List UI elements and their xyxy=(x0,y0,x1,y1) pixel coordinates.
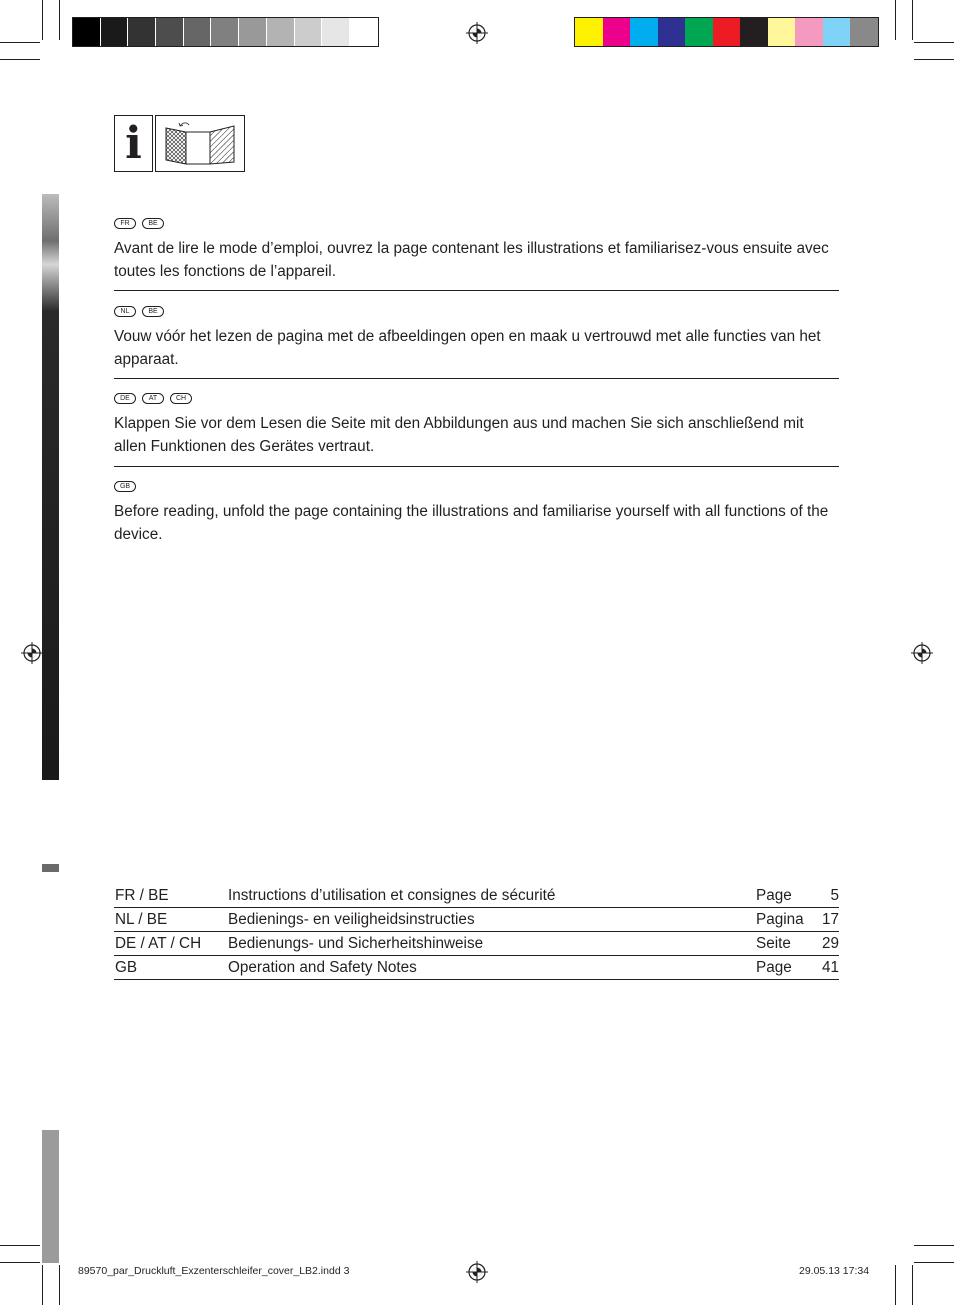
color-swatch xyxy=(850,18,878,46)
toc-language: FR / BE xyxy=(115,887,169,904)
crop-mark xyxy=(914,42,954,43)
instruction-text: Vouw vóór het lezen de pagina met de afbeeldingen open en maak u vertrouwd met alle functies van het apparaat. xyxy=(114,328,821,368)
color-swatch xyxy=(295,18,323,46)
crop-mark xyxy=(914,59,954,60)
language-badge: BE xyxy=(142,306,164,317)
table-of-contents xyxy=(114,884,839,980)
instruction-section-fr-be xyxy=(114,216,839,283)
toc-page-word: Pagina xyxy=(756,911,804,928)
color-swatch xyxy=(239,18,267,46)
color-swatch xyxy=(128,18,156,46)
color-swatch xyxy=(630,18,658,46)
crop-mark xyxy=(42,0,43,40)
crop-mark xyxy=(59,0,60,40)
language-badge: AT xyxy=(142,393,164,404)
fold-out-illustration xyxy=(156,116,244,171)
color-swatch xyxy=(350,18,378,46)
color-swatch xyxy=(322,18,350,46)
toc-row xyxy=(114,908,839,932)
toc-page-word: Seite xyxy=(756,935,791,952)
crop-mark xyxy=(59,1265,60,1305)
section-divider xyxy=(114,378,839,379)
toc-language: GB xyxy=(115,959,138,976)
cover-edge-strip xyxy=(42,194,59,780)
grayscale-control-strip xyxy=(72,17,379,47)
color-swatch xyxy=(101,18,129,46)
language-badges xyxy=(114,479,839,493)
toc-row xyxy=(114,884,839,908)
color-swatch xyxy=(184,18,212,46)
language-badge: GB xyxy=(114,481,136,492)
color-swatch xyxy=(73,18,101,46)
language-badge: DE xyxy=(114,393,136,404)
color-swatch xyxy=(740,18,768,46)
color-swatch xyxy=(685,18,713,46)
crop-mark xyxy=(0,42,40,43)
crop-mark xyxy=(895,1265,896,1305)
color-swatch xyxy=(795,18,823,46)
section-divider xyxy=(114,466,839,467)
crop-mark xyxy=(0,59,40,60)
color-swatch xyxy=(768,18,796,46)
language-badges xyxy=(114,216,839,230)
cover-edge-mark xyxy=(42,864,59,872)
color-swatch xyxy=(211,18,239,46)
section-divider xyxy=(114,290,839,291)
color-swatch xyxy=(267,18,295,46)
toc-row xyxy=(114,956,839,980)
toc-title: Bedienings- en veiligheidsinstructies xyxy=(228,911,475,928)
instruction-section-de-at-ch xyxy=(114,391,839,458)
language-badges xyxy=(114,391,839,405)
footer-file-name: 89570_par_Druckluft_Exzenterschleifer_cover_LB2.indd 3 xyxy=(78,1265,350,1277)
cover-edge-strip xyxy=(42,1130,59,1263)
color-swatch xyxy=(156,18,184,46)
info-letter: i xyxy=(125,117,142,169)
crop-mark xyxy=(895,0,896,40)
info-icon xyxy=(114,115,153,172)
crop-mark xyxy=(914,1245,954,1246)
color-swatch xyxy=(603,18,631,46)
language-badge: BE xyxy=(142,218,164,229)
toc-page-word: Page xyxy=(756,959,792,976)
toc-row xyxy=(114,932,839,956)
language-badge: NL xyxy=(114,306,136,317)
instruction-text: Klappen Sie vor dem Lesen die Seite mit den Abbildungen aus und machen Sie sich anschließend mit allen Funktionen des Gerätes vertraut. xyxy=(114,415,804,455)
toc-page-number: 41 xyxy=(821,959,839,976)
instruction-section-gb xyxy=(114,479,839,546)
toc-page-number: 29 xyxy=(821,935,839,952)
color-swatch xyxy=(575,18,603,46)
registration-mark-icon xyxy=(466,1261,488,1283)
toc-language: DE / AT / CH xyxy=(115,935,202,952)
toc-page-number: 17 xyxy=(821,911,839,928)
color-swatch xyxy=(713,18,741,46)
crop-mark xyxy=(0,1262,40,1263)
color-swatch xyxy=(823,18,851,46)
instruction-text: Before reading, unfold the page containing the illustrations and familiarise yourself with all functions of the device. xyxy=(114,503,829,543)
toc-page-word: Page xyxy=(756,887,792,904)
toc-title: Bedienungs- und Sicherheitshinweise xyxy=(228,935,484,952)
footer-datetime: 29.05.13 17:34 xyxy=(799,1265,870,1277)
color-swatch xyxy=(658,18,686,46)
fold-out-page-icon xyxy=(155,115,245,172)
crop-mark xyxy=(912,0,913,40)
color-control-strip xyxy=(574,17,879,47)
instruction-text: Avant de lire le mode d’emploi, ouvrez la page contenant les illustrations et familiarisez-vous ensuite avec toutes les fonctions de l’appareil. xyxy=(114,240,829,280)
instruction-section-nl-be xyxy=(114,304,839,371)
toc-page-number: 5 xyxy=(830,887,839,904)
crop-mark xyxy=(914,1262,954,1263)
registration-mark-icon xyxy=(911,642,933,664)
crop-mark xyxy=(912,1265,913,1305)
toc-title: Operation and Safety Notes xyxy=(228,959,417,976)
toc-title: Instructions d’utilisation et consignes de sécurité xyxy=(228,887,556,904)
crop-mark xyxy=(0,1245,40,1246)
registration-mark-icon xyxy=(466,22,488,44)
language-badge: FR xyxy=(114,218,136,229)
language-badges xyxy=(114,304,839,318)
language-badge: CH xyxy=(170,393,192,404)
crop-mark xyxy=(42,1265,43,1305)
toc-language: NL / BE xyxy=(115,911,168,928)
registration-mark-icon xyxy=(21,642,43,664)
